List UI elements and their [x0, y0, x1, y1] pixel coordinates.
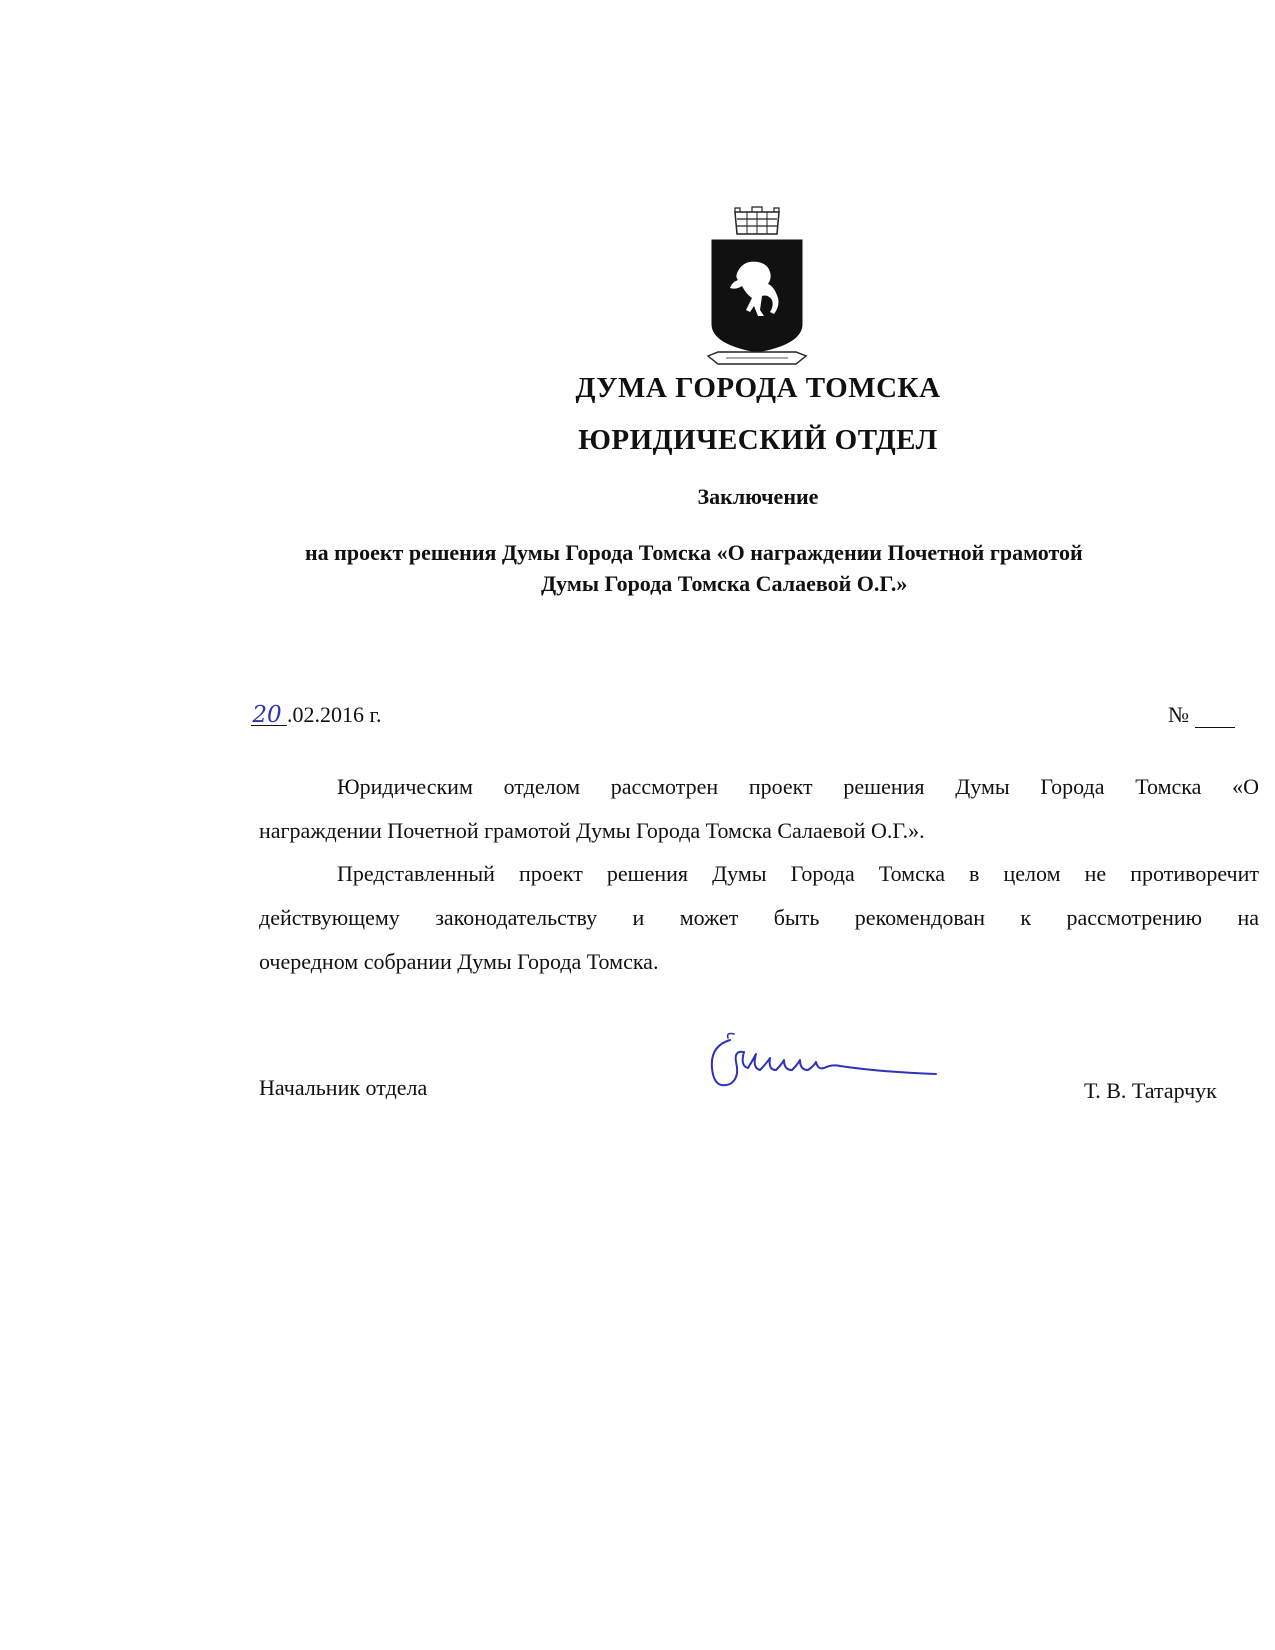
document-number [1168, 702, 1235, 728]
ribbon-icon [708, 352, 806, 364]
document-type: Заключение [697, 484, 819, 509]
handwritten-signature [700, 1028, 940, 1098]
paragraph-1-line-2: награждении Почетной грамотой Думы Города Томска Салаевой О.Г.». [259, 818, 925, 843]
paragraph-2-line-3: очередном собрании Думы Города Томска. [259, 949, 659, 974]
paragraph-1-line-1: Юридическим отделом рассмотрен проект решения Думы Города Томска «О [337, 774, 1259, 799]
document-date [247, 702, 382, 728]
handwritten-date-day: 20 [247, 702, 287, 728]
department-name: ЮРИДИЧЕСКИЙ ОТДЕЛ [578, 424, 938, 456]
paragraph-1 [259, 765, 1259, 853]
tomsk-coat-of-arms-icon [702, 206, 812, 376]
number-label: № [1168, 702, 1189, 727]
signer-name: Т. В. Татарчук [1084, 1078, 1217, 1103]
crown-icon [735, 207, 779, 234]
document-subject-line-1: на проект решения Думы Города Томска «О награждении Почетной грамотой [305, 540, 1083, 565]
paragraph-2-line-2: действующему законодательству и может быть рекомендован к рассмотрению на [259, 905, 1259, 930]
number-blank [1195, 709, 1235, 728]
document-subject-line-2: Думы Города Томска Салаевой О.Г.» [541, 571, 908, 596]
organization-name: ДУМА ГОРОДА ТОМСКА [575, 372, 941, 404]
paragraph-2 [259, 852, 1259, 984]
signer-position: Начальник отдела [259, 1075, 428, 1100]
paragraph-2-line-1: Представленный проект решения Думы Города Томска в целом не противоречит [337, 861, 1259, 886]
date-rest: .02.2016 г. [287, 702, 382, 727]
